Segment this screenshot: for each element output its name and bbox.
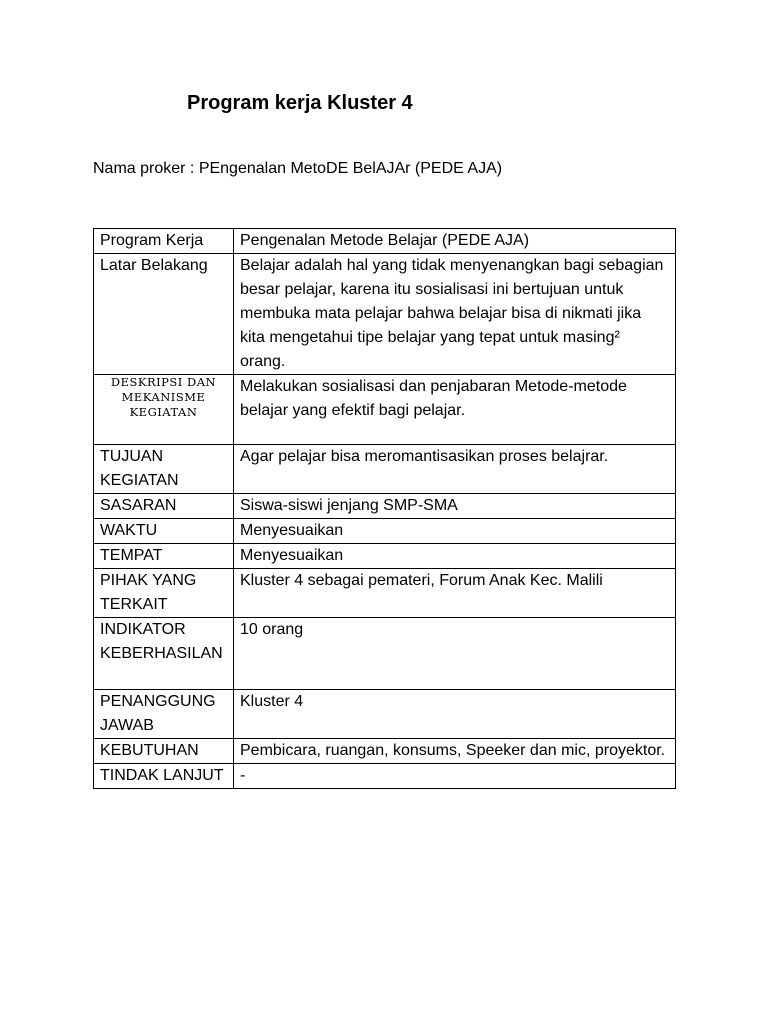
row-value: Menyesuaikan — [234, 519, 676, 544]
document-title: Program kerja Kluster 4 — [187, 92, 413, 114]
row-label: INDIKATOR KEBERHASILAN — [94, 618, 234, 690]
row-label-line: KEGIATAN — [129, 405, 198, 419]
table-row — [94, 254, 676, 375]
row-label: TEMPAT — [94, 544, 234, 569]
program-table — [93, 228, 676, 789]
table-row — [94, 739, 676, 764]
row-value: Belajar adalah hal yang tidak menyenangkan bagi sebagian besar pelajar, karena itu sosialisasi ini bertujuan untuk membuka mata pelajar bahwa belajar bisa di nikmati jika kita mengetahui tipe belajar yang tepat untuk masing² orang. — [234, 254, 676, 375]
row-label: TINDAK LANJUT — [94, 764, 234, 789]
table-row — [94, 375, 676, 445]
table-row — [94, 569, 676, 618]
table-row — [94, 618, 676, 690]
table-row — [94, 764, 676, 789]
row-value: Kluster 4 sebagai pemateri, Forum Anak Kec. Malili — [234, 569, 676, 618]
row-value: Agar pelajar bisa meromantisasikan proses belajrar. — [234, 445, 676, 494]
row-label: WAKTU — [94, 519, 234, 544]
row-value: 10 orang — [234, 618, 676, 690]
table-row — [94, 229, 676, 254]
table-row — [94, 445, 676, 494]
row-value: Siswa-siswi jenjang SMP-SMA — [234, 494, 676, 519]
row-label: SASARAN — [94, 494, 234, 519]
table-row — [94, 494, 676, 519]
row-label-line: DESKRIPSI DAN — [110, 375, 217, 389]
row-value: Menyesuaikan — [234, 544, 676, 569]
row-label — [94, 375, 234, 445]
row-value: Pengenalan Metode Belajar (PEDE AJA) — [234, 229, 676, 254]
table-row — [94, 544, 676, 569]
row-label: PIHAK YANG TERKAIT — [94, 569, 234, 618]
row-value: Kluster 4 — [234, 690, 676, 739]
row-label: Program Kerja — [94, 229, 234, 254]
row-value: - — [234, 764, 676, 789]
row-label: Latar Belakang — [94, 254, 234, 375]
document-subtitle: Nama proker : PEngenalan MetoDE BelAJAr (PEDE AJA) — [93, 160, 503, 177]
row-value: Melakukan sosialisasi dan penjabaran Metode-metode belajar yang efektif bagi pelajar. — [234, 375, 676, 445]
row-label-line: MEKANISME — [121, 390, 206, 404]
table-row — [94, 690, 676, 739]
row-label: TUJUAN KEGIATAN — [94, 445, 234, 494]
table-row — [94, 519, 676, 544]
row-label: KEBUTUHAN — [94, 739, 234, 764]
row-value: Pembicara, ruangan, konsums, Speeker dan mic, proyektor. — [234, 739, 676, 764]
row-label: PENANGGUNG JAWAB — [94, 690, 234, 739]
